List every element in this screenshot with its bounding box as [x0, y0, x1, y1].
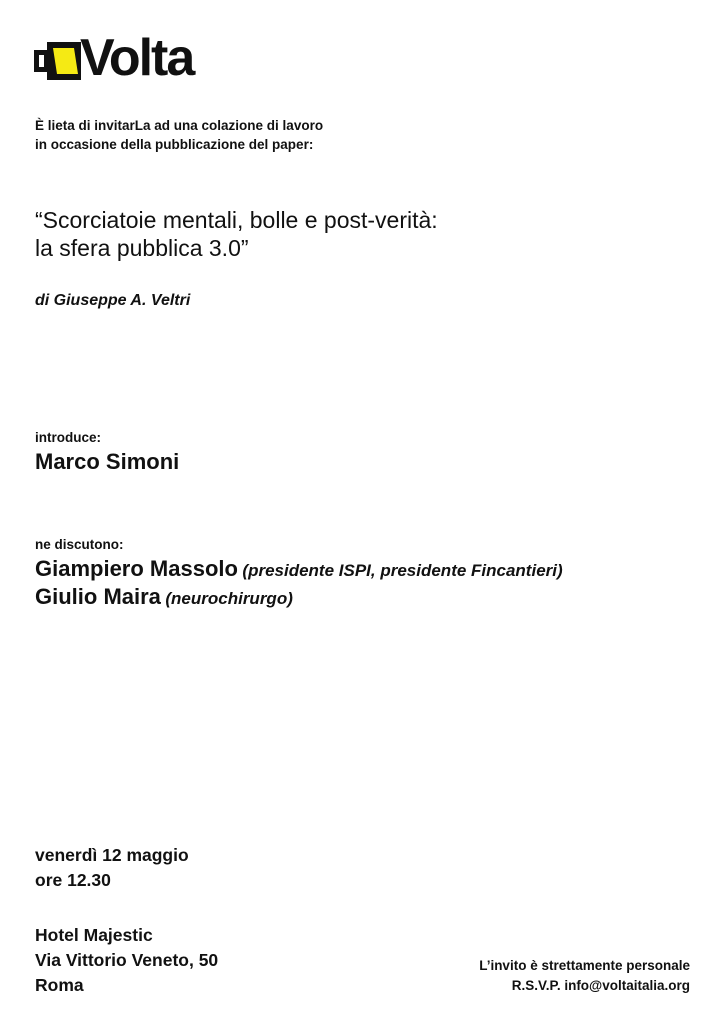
introducer-name: Marco Simoni: [35, 449, 180, 474]
event-datetime: [35, 843, 189, 893]
volta-logo: [34, 29, 214, 87]
discussant-row: [35, 556, 563, 582]
discussant-name: Giampiero Massolo: [35, 556, 238, 581]
paper-title-line-1: “Scorciatoie mentali, bolle e post-verità:: [35, 207, 438, 233]
logo-text: Volta: [80, 29, 194, 87]
event-date: venerdì 12 maggio: [35, 845, 189, 865]
venue-street: Via Vittorio Veneto, 50: [35, 950, 219, 970]
discussant-role: (presidente ISPI, presidente Fincantieri): [242, 561, 563, 580]
discussant-role: (neurochirurgo): [165, 589, 293, 608]
venue-city: Roma: [35, 975, 84, 995]
discussants-label: ne discutono:: [35, 537, 124, 552]
event-time: ore 12.30: [35, 870, 111, 890]
discussant-row: [35, 584, 293, 610]
event-venue: [35, 923, 218, 998]
paper-title-line-2: la sfera pubblica 3.0”: [35, 235, 249, 261]
introducer-label: introduce:: [35, 430, 101, 445]
intro-line-1: È lieta di invitarLa ad una colazione di lavoro: [35, 118, 324, 133]
invitation-notes: [479, 956, 690, 996]
venue-hotel: Hotel Majestic: [35, 925, 153, 945]
intro-line-2: in occasione della pubblicazione del paper:: [35, 137, 314, 152]
personal-note: L’invito è strettamente personale: [479, 958, 690, 973]
volta-logo-icon: [34, 40, 82, 88]
discussant-name: Giulio Maira: [35, 584, 161, 609]
intro-text: [35, 116, 323, 154]
paper-author: di Giuseppe A. Veltri: [35, 292, 191, 309]
rsvp-contact: R.S.V.P. info@voltaitalia.org: [511, 978, 690, 993]
paper-title: [35, 206, 438, 262]
